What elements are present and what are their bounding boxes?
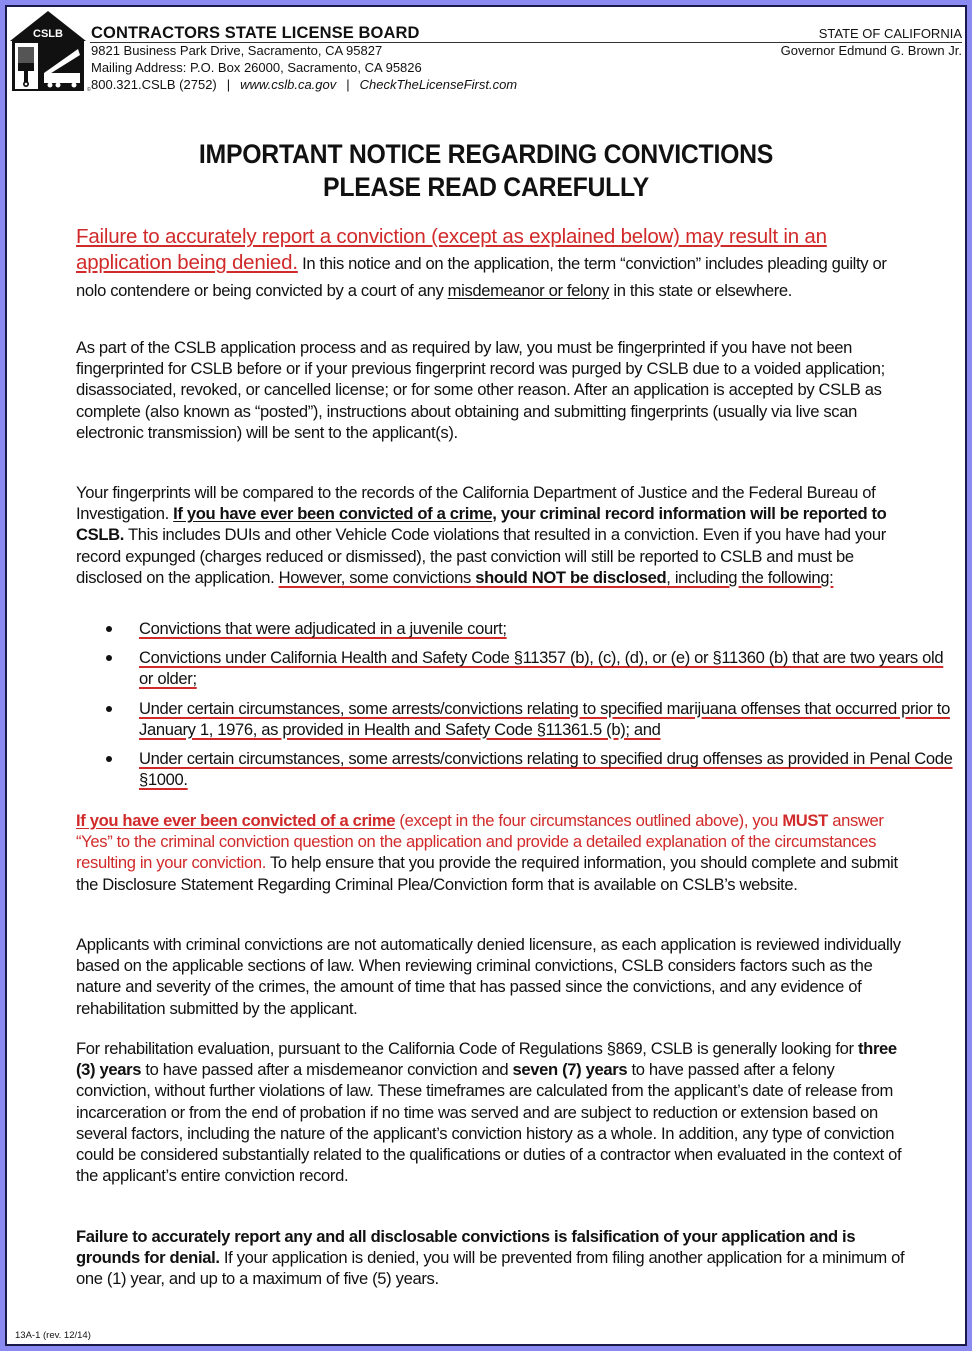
notice-title: IMPORTANT NOTICE REGARDING CONVICTIONS [198, 139, 774, 169]
list-item: Under certain circumstances, some arrests/convictions relating to specified marijuana offenses that occurred prior to January 1, 1976, as provided in Health and Safety Code §11361.5 (b); and [100, 698, 960, 740]
bullet-icon [106, 655, 112, 661]
paragraph-review-process: Applicants with criminal convictions are not automatically denied licensure, as each application is reviewed individually based on the applicable sections of law. When reviewing criminal convictions, CSLB considers factors such as the nature and severity of the crimes, the amount of time that has passed since the convictions, and any evidence of rehabilitation submitted by the applicant. [76, 935, 901, 1018]
website-link[interactable]: www.cslb.ca.gov [240, 77, 337, 92]
paragraph-falsification: Failure to accurately report any and all disclosable convictions is falsification of your application and is grounds for denial. If your application is denied, you will be prevented from filing another application for a minimum of one (1) year, and up to a maximum of five (5) years. [76, 1227, 905, 1289]
cslb-logo-icon [8, 9, 91, 93]
paragraph-records-check: Your fingerprints will be compared to the records of the California Department of Justice and the Federal Bureau of Investigation. If you have ever been convicted of a crime, your criminal record information will be reported to CSLB. This includes DUIs and other Vehicle Code violations that resulted in a conviction. Even if you have had your record expunged (charges reduced or dismissed), the past conviction will still be reported to CSLB and must be disclosed on the application. However, some convictions should NOT be disclosed, including the following: [76, 483, 887, 587]
check-license-link[interactable]: CheckTheLicenseFirst.com [359, 77, 518, 92]
misdemeanor-felony-term: misdemeanor or felony [447, 281, 610, 300]
list-item: Under certain circumstances, some arrests/convictions relating to specified drug offenses as provided in Penal Code §1000. [100, 748, 960, 790]
notice-subtitle: PLEASE READ CAREFULLY [323, 172, 649, 202]
bullet-icon [106, 626, 112, 632]
paragraph-fingerprinting: As part of the CSLB application process and as required by law, you must be fingerprinted if you have not been fingerprinted for CSLB before or if your previous fingerprint record was purged by CSLB due to a voided application; disassociated, revoked, or cancelled license; or for some other reason. After an application is accepted by CSLB as complete (also known as “posted”), instructions about obtaining and submitting fingerprints (usually via live scan electronic transmission) will be sent to the applicant(s). [76, 338, 885, 442]
organization-name: CONTRACTORS STATE LICENSE BOARD [91, 24, 420, 42]
governor-label: Governor Edmund G. Brown Jr. [780, 43, 962, 58]
mailing-address: Mailing Address: P.O. Box 26000, Sacramento, CA 95826 [91, 60, 422, 75]
paragraph-text: In this notice and on the application, the term “conviction” includes pleading guilty or nolo contendere or being convicted by a court of any misdemeanor or felony in this state or elsewhere. [76, 254, 887, 300]
convicted-emphasis: If you have ever been convicted of a crime [173, 504, 493, 524]
svg-text:©: © [87, 87, 91, 93]
bullet-icon [106, 756, 112, 762]
state-label: STATE OF CALIFORNIA [818, 26, 962, 41]
paragraph-definition [76, 224, 916, 304]
falsification-emphasis: Failure to accurately report any and all disclosable convictions is falsification of your application and is grounds for denial. [76, 1227, 856, 1268]
phone-number: 800.321.CSLB (2752) [91, 77, 217, 92]
warning-lead: Failure to accurately report a conviction (except as explained below) may result in an application being denied. [76, 225, 827, 274]
logo-text: CSLB [33, 28, 63, 40]
exceptions-intro: However, some convictions should NOT be disclosed, including the following: [278, 567, 834, 587]
exceptions-list [100, 618, 960, 798]
form-number: 13A-1 (rev. 12/14) [15, 1330, 91, 1341]
paragraph-must-disclose: If you have ever been convicted of a crime (except in the four circumstances outlined above), you MUST answer “Yes” to the criminal conviction question on the application and provide a detailed explanation of the circumstances resulting in your conviction. To help ensure that you provide the required information, you should complete and submit the Disclosure Statement Regarding Criminal Plea/Conviction form that is available on CSLB’s website. [76, 811, 898, 894]
paragraph-rehabilitation: For rehabilitation evaluation, pursuant to the California Code of Regulations §869, CSLB is generally looking for three (3) years to have passed after a misdemeanor conviction and seven (7) years to have passed after a felony conviction, without further violations of law. These timeframes are calculated from the applicant’s date of release from incarceration or from the end of probation if no time was served and are subject to reduction or extension based on several factors, including the nature of the applicant’s conviction history as a whole. In addition, any type of conviction could be considered substantially related to the qualifications or duties of a contractor when evaluated in the context of the applicant’s entire conviction record. [76, 1039, 902, 1186]
separator: | [226, 77, 231, 92]
bullet-icon [106, 706, 112, 712]
list-item: Convictions that were adjudicated in a juvenile court; [100, 618, 960, 639]
convicted-emphasis-red: If you have ever been convicted of a crime [76, 811, 396, 830]
contact-line [91, 77, 517, 92]
must-emphasis: MUST [782, 811, 828, 830]
list-item: Convictions under California Health and Safety Code §11357 (b), (c), (d), or (e) or §11360 (b) that are two years old or older; [100, 647, 960, 689]
seven-years-emphasis: seven (7) years [512, 1060, 628, 1080]
separator: | [346, 77, 350, 92]
street-address: 9821 Business Park Drive, Sacramento, CA 95827 [91, 43, 383, 58]
three-years-emphasis: three (3) years [76, 1039, 897, 1080]
